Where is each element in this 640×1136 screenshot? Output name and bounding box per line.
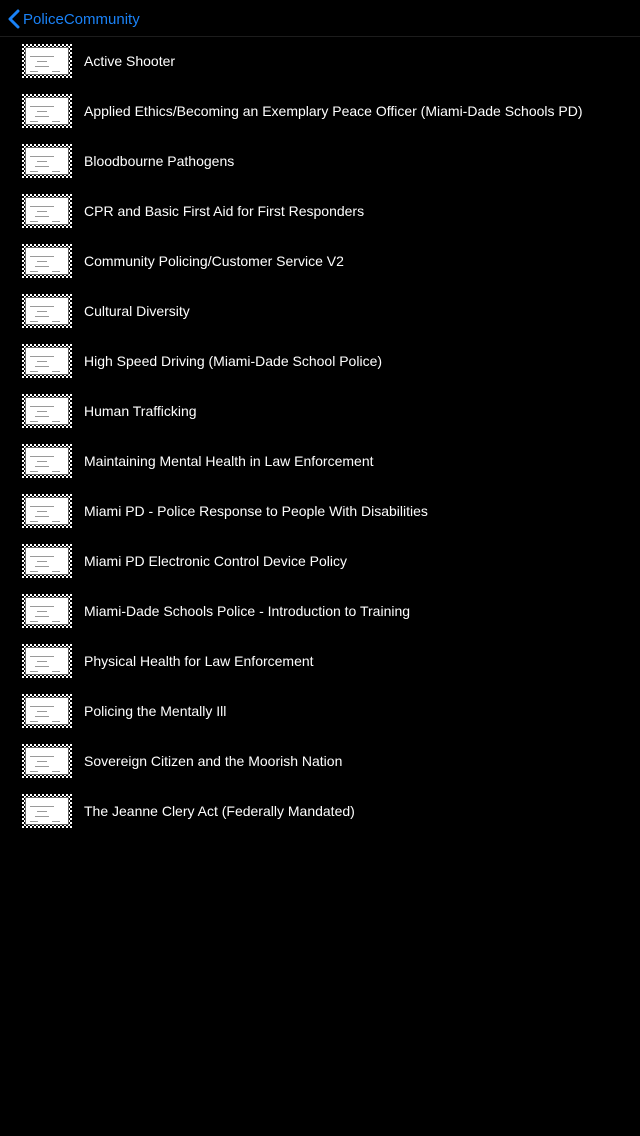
certificate-text-line bbox=[35, 616, 49, 617]
certificate-text-line bbox=[30, 371, 38, 372]
certificate-thumbnail-icon bbox=[22, 644, 72, 678]
certificate-text-line bbox=[35, 216, 49, 217]
list-item-label: High Speed Driving (Miami-Dade School Police) bbox=[84, 353, 383, 369]
certificate-text-line bbox=[52, 521, 60, 522]
chevron-left-icon bbox=[8, 9, 20, 29]
certificate-text-line bbox=[52, 621, 60, 622]
back-button-label: PoliceCommunity bbox=[23, 10, 140, 28]
certificate-text-line bbox=[30, 406, 54, 407]
certificate-text-line bbox=[35, 766, 49, 767]
list-item-label: Sovereign Citizen and the Moorish Nation bbox=[84, 753, 343, 769]
certificate-thumbnail-icon bbox=[22, 394, 72, 428]
certificate-text-line bbox=[37, 111, 47, 112]
certificate-text-line bbox=[30, 621, 38, 622]
list-item-label: Policing the Mentally Ill bbox=[84, 703, 227, 719]
list-item[interactable] bbox=[0, 186, 640, 236]
list-item[interactable] bbox=[0, 286, 640, 336]
certificate-thumbnail-icon bbox=[22, 194, 72, 228]
certificate-text-line bbox=[30, 656, 54, 657]
certificate-text-line bbox=[37, 311, 47, 312]
certificate-text-line bbox=[30, 271, 38, 272]
certificate-text-line bbox=[35, 266, 49, 267]
list-item[interactable] bbox=[0, 686, 640, 736]
certificate-text-line bbox=[30, 456, 54, 457]
list-item[interactable] bbox=[0, 336, 640, 386]
list-item[interactable] bbox=[0, 436, 640, 486]
list-item[interactable] bbox=[0, 36, 640, 86]
list-item-label: Maintaining Mental Health in Law Enforcement bbox=[84, 453, 374, 469]
list-item-label: Miami PD - Police Response to People With Disabilities bbox=[84, 503, 428, 519]
certificate-text-line bbox=[30, 671, 38, 672]
certificate-text-line bbox=[37, 361, 47, 362]
certificate-text-line bbox=[52, 721, 60, 722]
certificate-text-line bbox=[37, 661, 47, 662]
certificate-thumbnail-icon bbox=[22, 44, 72, 78]
certificate-thumbnail-icon bbox=[22, 444, 72, 478]
list-item[interactable] bbox=[0, 486, 640, 536]
certificate-text-line bbox=[52, 271, 60, 272]
certificate-thumbnail-icon bbox=[22, 144, 72, 178]
certificate-text-line bbox=[52, 421, 60, 422]
certificate-text-line bbox=[52, 71, 60, 72]
certificate-text-line bbox=[35, 716, 49, 717]
navigation-bar bbox=[0, 0, 640, 37]
list-item-label: Miami PD Electronic Control Device Policy bbox=[84, 553, 347, 569]
certificate-thumbnail-icon bbox=[22, 94, 72, 128]
certificate-text-line bbox=[30, 521, 38, 522]
certificate-text-line bbox=[30, 756, 54, 757]
certificate-text-line bbox=[37, 561, 47, 562]
certificate-text-line bbox=[35, 566, 49, 567]
certificate-thumbnail-icon bbox=[22, 794, 72, 828]
list-item-label: Miami-Dade Schools Police - Introduction to Training bbox=[84, 603, 411, 619]
certificate-text-line bbox=[30, 256, 54, 257]
certificate-text-line bbox=[30, 121, 38, 122]
certificate-text-line bbox=[35, 66, 49, 67]
list-item-label: CPR and Basic First Aid for First Responders bbox=[84, 203, 365, 219]
certificate-text-line bbox=[30, 356, 54, 357]
list-item[interactable] bbox=[0, 586, 640, 636]
certificate-thumbnail-icon bbox=[22, 594, 72, 628]
certificate-text-line bbox=[37, 61, 47, 62]
certificate-text-line bbox=[30, 206, 54, 207]
certificate-text-line bbox=[37, 711, 47, 712]
certificate-text-line bbox=[30, 471, 38, 472]
list-item-label: Physical Health for Law Enforcement bbox=[84, 653, 314, 669]
certificate-thumbnail-icon bbox=[22, 244, 72, 278]
list-item[interactable] bbox=[0, 786, 640, 836]
list-item-label: Bloodbourne Pathogens bbox=[84, 153, 235, 169]
certificate-text-line bbox=[30, 721, 38, 722]
certificate-text-line bbox=[30, 56, 54, 57]
certificate-thumbnail-icon bbox=[22, 744, 72, 778]
certificate-text-line bbox=[37, 161, 47, 162]
certificate-text-line bbox=[35, 416, 49, 417]
list-item[interactable] bbox=[0, 736, 640, 786]
certificate-text-line bbox=[52, 821, 60, 822]
certificate-text-line bbox=[52, 771, 60, 772]
certificate-text-line bbox=[30, 571, 38, 572]
certificate-text-line bbox=[30, 306, 54, 307]
certificate-text-line bbox=[35, 116, 49, 117]
certificate-text-line bbox=[30, 506, 54, 507]
certificate-text-line bbox=[37, 461, 47, 462]
certificate-text-line bbox=[30, 106, 54, 107]
certificate-text-line bbox=[30, 321, 38, 322]
back-button[interactable] bbox=[8, 6, 140, 32]
certificate-text-line bbox=[35, 166, 49, 167]
list-item-label: Community Policing/Customer Service V2 bbox=[84, 253, 344, 269]
certificate-text-line bbox=[52, 121, 60, 122]
certificate-thumbnail-icon bbox=[22, 344, 72, 378]
list-item[interactable] bbox=[0, 536, 640, 586]
certificate-text-line bbox=[52, 571, 60, 572]
certificate-text-line bbox=[37, 761, 47, 762]
certificate-text-line bbox=[37, 611, 47, 612]
certificate-text-line bbox=[35, 816, 49, 817]
certificate-text-line bbox=[30, 706, 54, 707]
list-item-label: The Jeanne Clery Act (Federally Mandated) bbox=[84, 803, 355, 819]
certificate-text-line bbox=[30, 556, 54, 557]
certificate-text-line bbox=[30, 821, 38, 822]
certificate-text-line bbox=[52, 471, 60, 472]
list-item-label: Human Trafficking bbox=[84, 403, 197, 419]
certificate-text-line bbox=[52, 671, 60, 672]
certificate-thumbnail-icon bbox=[22, 544, 72, 578]
certificate-text-line bbox=[30, 221, 38, 222]
list-item[interactable] bbox=[0, 636, 640, 686]
certificate-text-line bbox=[30, 156, 54, 157]
certificate-text-line bbox=[37, 411, 47, 412]
certificate-text-line bbox=[35, 666, 49, 667]
certificate-text-line bbox=[37, 511, 47, 512]
certificate-thumbnail-icon bbox=[22, 694, 72, 728]
certificate-list bbox=[0, 36, 640, 836]
certificate-text-line bbox=[30, 71, 38, 72]
certificate-text-line bbox=[30, 606, 54, 607]
list-item[interactable] bbox=[0, 236, 640, 286]
certificate-text-line bbox=[52, 371, 60, 372]
certificate-text-line bbox=[37, 811, 47, 812]
list-item[interactable] bbox=[0, 386, 640, 436]
certificate-text-line bbox=[52, 171, 60, 172]
certificate-text-line bbox=[52, 221, 60, 222]
list-item-label: Cultural Diversity bbox=[84, 303, 190, 319]
certificate-text-line bbox=[35, 466, 49, 467]
certificate-thumbnail-icon bbox=[22, 494, 72, 528]
certificate-text-line bbox=[35, 316, 49, 317]
certificate-text-line bbox=[35, 366, 49, 367]
certificate-text-line bbox=[35, 516, 49, 517]
certificate-text-line bbox=[30, 421, 38, 422]
certificate-text-line bbox=[30, 806, 54, 807]
certificate-thumbnail-icon bbox=[22, 294, 72, 328]
list-item-label: Applied Ethics/Becoming an Exemplary Peace Officer (Miami-Dade Schools PD) bbox=[84, 103, 583, 119]
certificate-text-line bbox=[37, 211, 47, 212]
certificate-text-line bbox=[30, 771, 38, 772]
list-item-label: Active Shooter bbox=[84, 53, 176, 69]
certificate-text-line bbox=[52, 321, 60, 322]
list-item[interactable] bbox=[0, 136, 640, 186]
certificate-text-line bbox=[37, 261, 47, 262]
list-item[interactable] bbox=[0, 86, 640, 136]
certificate-text-line bbox=[30, 171, 38, 172]
